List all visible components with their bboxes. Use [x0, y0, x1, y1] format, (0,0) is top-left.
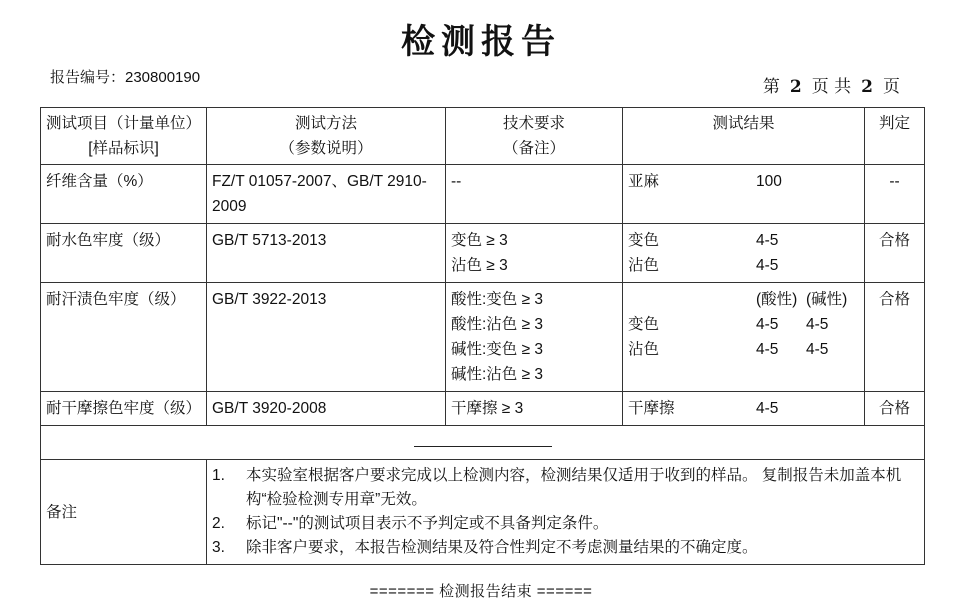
result-value-2: 4-5 — [806, 341, 829, 358]
cell-verdict — [865, 224, 925, 283]
result-value: 100 — [756, 173, 782, 190]
test-item-name: 耐干摩擦色牢度（级） — [46, 400, 202, 417]
requirement-line: 酸性:变色 ≥ 3 — [451, 291, 544, 308]
note-item — [212, 512, 919, 536]
separator-cell — [41, 426, 925, 460]
test-method: GB/T 5713-2013 — [212, 232, 327, 249]
page-indicator — [763, 72, 900, 97]
cell-test-method — [207, 165, 446, 224]
note-number: 1. — [212, 467, 225, 484]
requirement-line: 碱性:变色 ≥ 3 — [451, 341, 544, 358]
result-line — [628, 228, 859, 253]
header-verdict-label: 判定 — [878, 115, 910, 132]
note-text: 除非客户要求，本报告检测结果及符合性判定不考虑测量结果的不确定度。 — [246, 539, 758, 556]
report-number: 报告编号：230800190 — [50, 69, 201, 86]
cell-requirement — [446, 165, 623, 224]
note-text: 本实验室根据客户要求完成以上检测内容，检测结果仅适用于收到的样品。 复制报告未加盖本机构“检验检测专用章”无效。 — [246, 467, 902, 508]
page-suffix: 页 — [883, 77, 900, 97]
result-line — [628, 253, 859, 278]
header-req-line2: （备注） — [502, 140, 565, 157]
result-line — [628, 396, 859, 421]
cell-result — [623, 224, 865, 283]
table-header-row — [41, 108, 925, 165]
result-key: 变色 — [628, 232, 660, 249]
test-method: FZ/T 01057-2007、GB/T 2910-2009 — [212, 173, 427, 215]
result-key: 亚麻 — [628, 173, 660, 190]
cell-verdict — [865, 392, 925, 426]
result-value: 4-5 — [756, 400, 779, 417]
report-end-marker: ======= 检测报告结束 ====== — [369, 583, 593, 600]
cell-result — [623, 283, 865, 392]
cell-test-item — [41, 224, 207, 283]
notes-label: 备注 — [41, 460, 207, 565]
requirement-line: 沾色 ≥ 3 — [451, 257, 508, 274]
header-result — [623, 108, 865, 165]
notes-content — [207, 460, 925, 565]
note-number: 3. — [212, 539, 225, 556]
header-requirement — [446, 108, 623, 165]
result-value: 4-5 — [756, 232, 779, 249]
result-value-2: (碱性) — [806, 291, 848, 308]
test-item-name: 耐汗渍色牢度（级） — [46, 291, 186, 308]
requirement-line: -- — [451, 173, 462, 190]
table-body — [41, 165, 925, 426]
cell-result — [623, 392, 865, 426]
cell-test-item — [41, 283, 207, 392]
verdict: -- — [889, 173, 900, 190]
result-value-2: 4-5 — [806, 316, 829, 333]
cell-test-method — [207, 392, 446, 426]
page-mid: 页 共 — [811, 77, 852, 97]
cell-test-method — [207, 283, 446, 392]
result-value: 4-5 — [756, 341, 779, 358]
verdict: 合格 — [878, 232, 910, 249]
header-method-line2: （参数说明） — [279, 140, 373, 157]
result-key: 沾色 — [628, 257, 660, 274]
requirement-line: 酸性:沾色 ≥ 3 — [451, 316, 544, 333]
requirement-line: 变色 ≥ 3 — [451, 232, 508, 249]
test-item-name: 纤维含量（%） — [46, 173, 153, 190]
note-text: 标记"--"的测试项目表示不予判定或不具备判定条件。 — [246, 515, 609, 532]
header-req-line1: 技术要求 — [502, 115, 565, 132]
requirement-line: 干摩擦 ≥ 3 — [451, 400, 524, 417]
result-key — [628, 287, 756, 312]
report-title: 检测报告 — [401, 22, 561, 62]
note-item — [212, 464, 919, 512]
note-item — [212, 536, 919, 560]
separator-line — [414, 446, 552, 447]
header-item-line2: [样品标识] — [88, 140, 159, 157]
result-line — [628, 287, 859, 312]
test-results-table — [40, 107, 925, 565]
notes-row — [41, 460, 925, 565]
test-method: GB/T 3922-2013 — [212, 291, 327, 308]
page-total: 2 — [861, 77, 873, 97]
verdict: 合格 — [878, 400, 910, 417]
result-value: 4-5 — [756, 257, 779, 274]
table-row — [41, 392, 925, 426]
result-key: 干摩擦 — [628, 400, 675, 417]
requirement-line: 碱性:沾色 ≥ 3 — [451, 366, 544, 383]
cell-verdict — [865, 283, 925, 392]
result-line — [628, 312, 859, 337]
verdict: 合格 — [878, 291, 910, 308]
cell-requirement — [446, 392, 623, 426]
header-method-line1: 测试方法 — [294, 115, 357, 132]
result-key: 变色 — [628, 316, 660, 333]
cell-requirement — [446, 283, 623, 392]
blank-row — [41, 426, 925, 460]
result-value: 4-5 — [756, 316, 779, 333]
result-line — [628, 169, 859, 194]
cell-test-method — [207, 224, 446, 283]
cell-test-item — [41, 392, 207, 426]
header-item — [41, 108, 207, 165]
page-prefix: 第 — [762, 77, 780, 97]
header-result-label: 测试结果 — [712, 115, 775, 132]
result-key: 沾色 — [628, 341, 660, 358]
header-verdict — [865, 108, 925, 165]
cell-requirement — [446, 224, 623, 283]
cell-test-item — [41, 165, 207, 224]
table-row — [41, 224, 925, 283]
test-item-name: 耐水色牢度（级） — [46, 232, 171, 249]
cell-result — [623, 165, 865, 224]
test-method: GB/T 3920-2008 — [212, 400, 327, 417]
header-item-line1: 测试项目（计量单位） — [46, 115, 202, 132]
result-line — [628, 337, 859, 362]
page-current: 2 — [789, 77, 802, 97]
table-row — [41, 165, 925, 224]
table-row — [41, 283, 925, 392]
result-value: (酸性) — [756, 291, 798, 308]
note-number: 2. — [212, 515, 225, 532]
cell-verdict — [865, 165, 925, 224]
header-method — [207, 108, 446, 165]
